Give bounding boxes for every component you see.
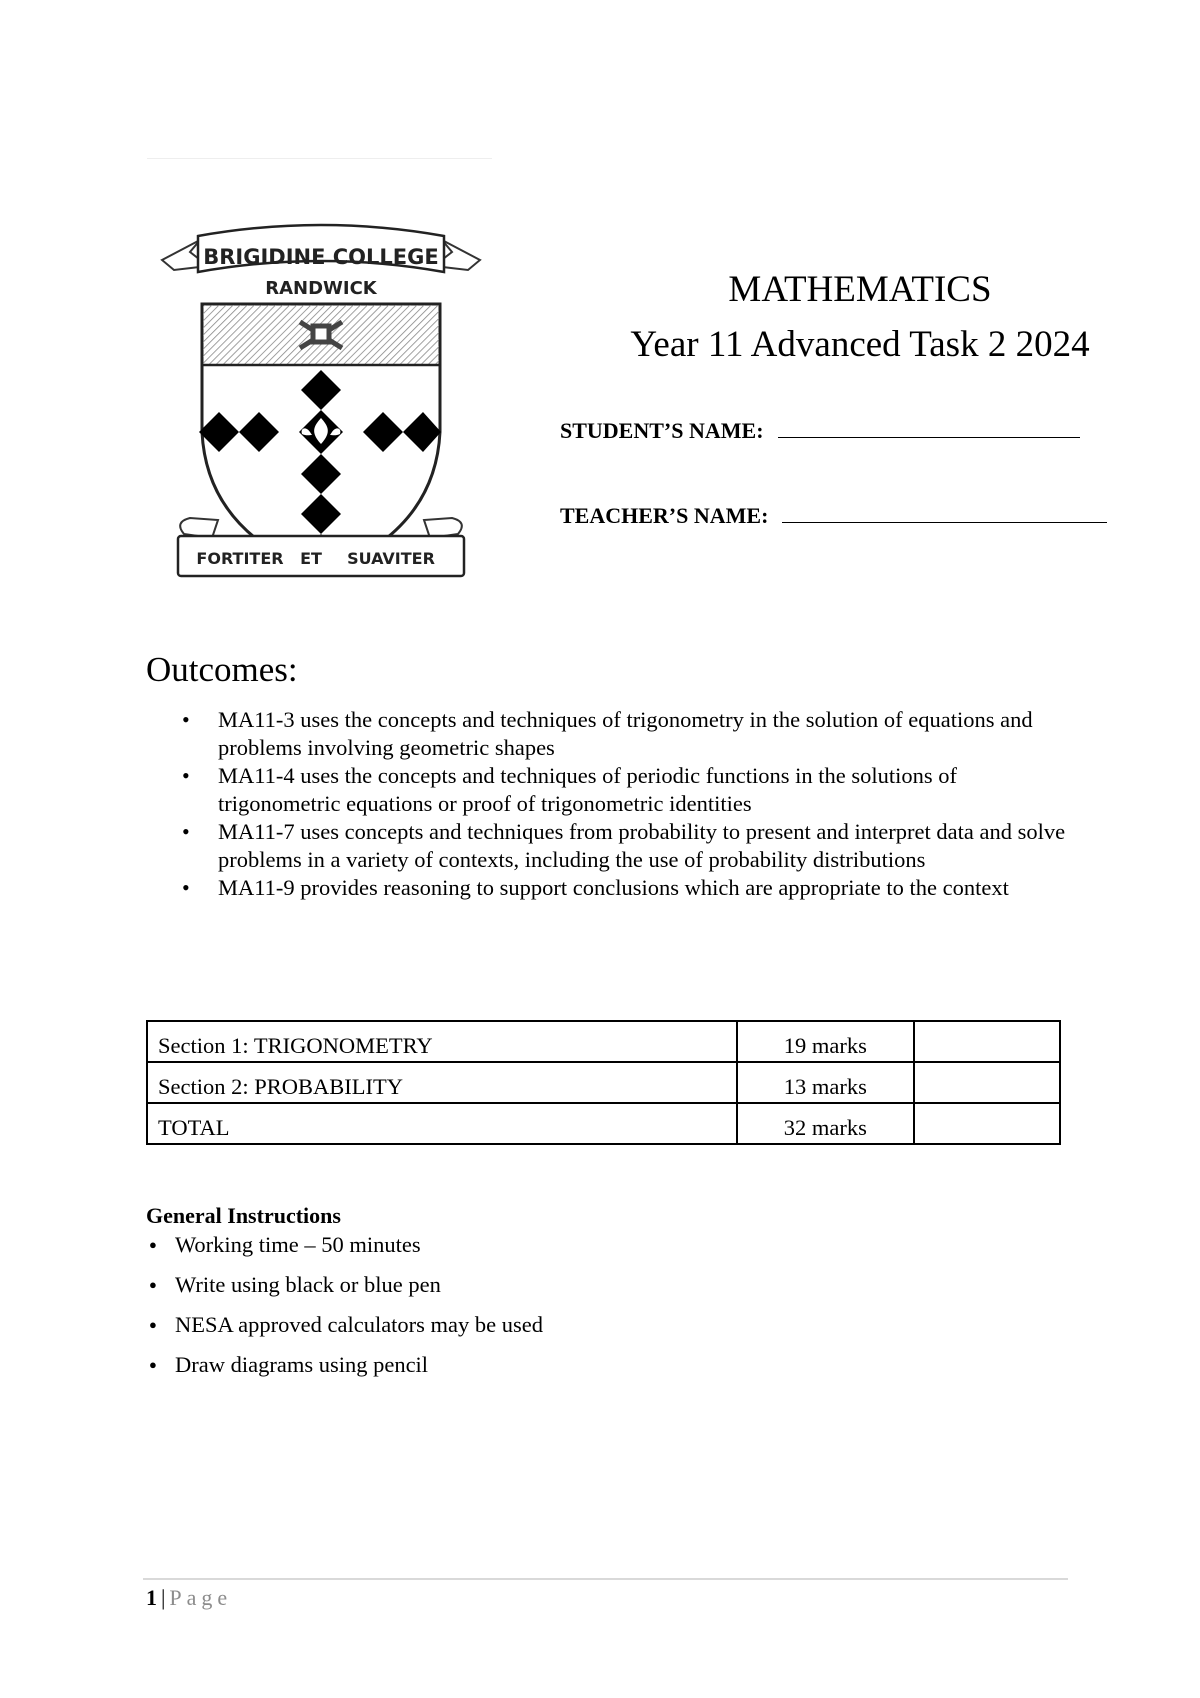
score-cell[interactable] xyxy=(914,1103,1060,1144)
score-cell[interactable] xyxy=(914,1021,1060,1062)
crest-motto-word-2: ET xyxy=(300,549,322,568)
table-row xyxy=(147,1021,1060,1062)
instruction-item: ● NESA approved calculators may be used xyxy=(175,1311,543,1351)
instruction-item: ● Working time – 50 minutes xyxy=(175,1231,543,1271)
marks-cell: 32 marks xyxy=(737,1103,914,1144)
crest-motto-word-3: SUAVITER xyxy=(347,549,435,568)
page-separator: | xyxy=(161,1585,166,1610)
student-name-blank[interactable] xyxy=(778,419,1080,438)
page-label: Page xyxy=(169,1585,233,1610)
school-crest-logo xyxy=(160,222,482,594)
marks-cell: 13 marks xyxy=(737,1062,914,1103)
instruction-item: ● Draw diagrams using pencil xyxy=(175,1351,543,1391)
marks-cell: 19 marks xyxy=(737,1021,914,1062)
outcomes-heading: Outcomes: xyxy=(146,650,298,689)
teacher-name-blank[interactable] xyxy=(782,504,1107,523)
table-row xyxy=(147,1103,1060,1144)
crest-subtitle-text: RANDWICK xyxy=(265,278,377,299)
outcome-item: • MA11-7 uses concepts and techniques from probability to present and interpret data and solve problems in a variety of contexts, including the use of probability distributions xyxy=(218,818,1078,874)
subject-title: MATHEMATICS xyxy=(728,269,992,310)
table-row xyxy=(147,1062,1060,1103)
marks-table xyxy=(146,1020,1061,1145)
outcomes-list xyxy=(218,706,1078,902)
outcome-item: • MA11-4 uses the concepts and techniques of periodic functions in the solutions of trigonometric equations or proof of trigonometric identities xyxy=(218,762,1078,818)
section-cell: TOTAL xyxy=(147,1103,737,1144)
section-cell: Section 2: PROBABILITY xyxy=(147,1062,737,1103)
general-instructions-list xyxy=(175,1231,543,1391)
teacher-name-row xyxy=(560,503,1107,529)
faint-rule xyxy=(147,158,492,159)
task-title: Year 11 Advanced Task 2 2024 xyxy=(630,324,1090,365)
general-instructions-heading: General Instructions xyxy=(146,1203,341,1228)
student-name-row xyxy=(560,418,1080,444)
outcome-item: • MA11-3 uses the concepts and techniques of trigonometry in the solution of equations and problems involving geometric shapes xyxy=(218,706,1078,762)
page-number: 1 xyxy=(146,1585,157,1610)
section-cell: Section 1: TRIGONOMETRY xyxy=(147,1021,737,1062)
crest-motto-word-1: FORTITER xyxy=(196,549,284,568)
teacher-name-label: TEACHER’S NAME: xyxy=(560,503,769,528)
instruction-item: ● Write using black or blue pen xyxy=(175,1271,543,1311)
outcome-item: • MA11-9 provides reasoning to support conclusions which are appropriate to the context xyxy=(218,874,1078,902)
crest-banner-text: BRIGIDINE COLLEGE xyxy=(203,245,439,269)
footer-rule xyxy=(143,1578,1068,1580)
page-footer xyxy=(146,1585,232,1611)
score-cell[interactable] xyxy=(914,1062,1060,1103)
student-name-label: STUDENT’S NAME: xyxy=(560,418,764,443)
